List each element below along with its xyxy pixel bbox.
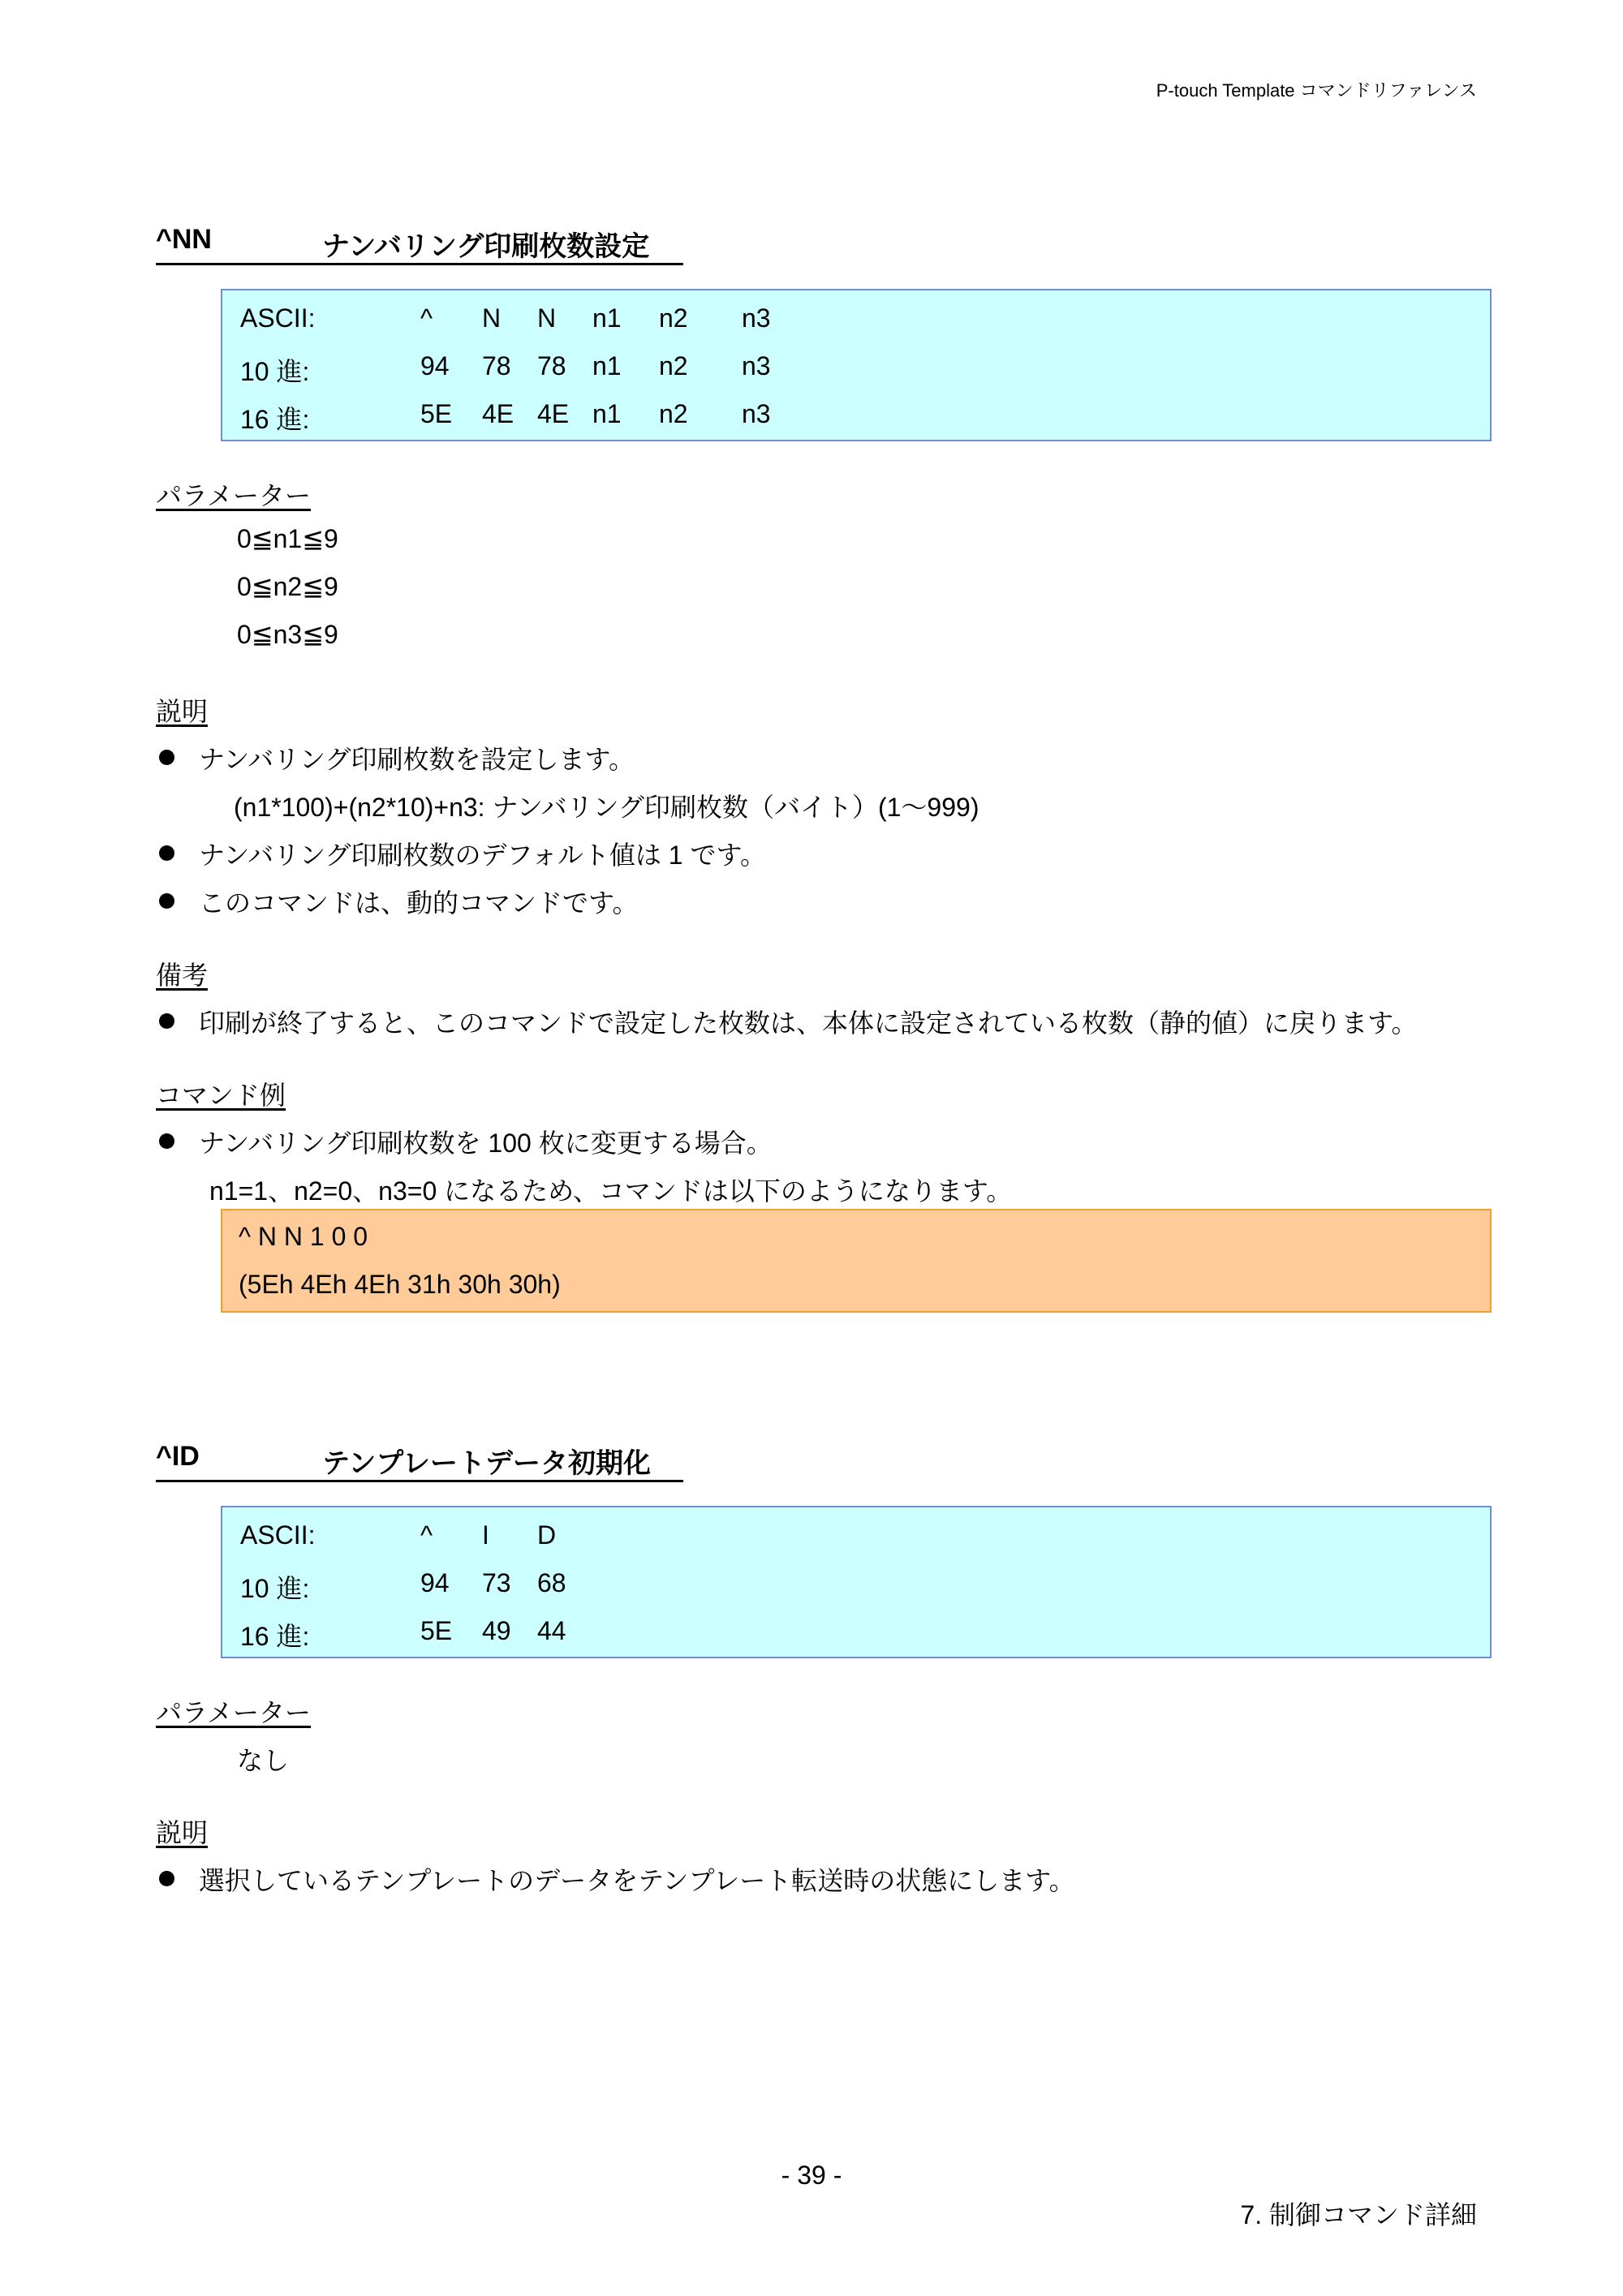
example-heading: コマンド例 xyxy=(156,1081,286,1110)
example-code: ^ N N 1 0 0 xyxy=(239,1222,368,1251)
note-heading: 備考 xyxy=(156,961,209,990)
command-code-box: ASCII: ^ I D 10 進: 94 73 68 16 進: 5E 49 44 xyxy=(221,1506,1492,1658)
command-name: テンプレートデータ初期化 xyxy=(322,1448,651,1479)
parameter-value: 0≦n1≦9 xyxy=(237,524,338,553)
section-title-id xyxy=(156,1441,683,1482)
command-code: ^NN xyxy=(156,224,212,255)
command-code-box: ASCII: ^ N N n1 n2 n3 10 進: 94 78 78 n1 n2 n3 16 進: 5E 4E 4E n1 n2 n3 xyxy=(221,289,1492,441)
parameter-heading: パラメーター xyxy=(156,1698,312,1727)
bullet-item: 選択しているテンプレートのデータをテンプレート転送時の状態にします。 xyxy=(159,1860,1075,1898)
bullet-item: 印刷が終了すると、このコマンドで設定した枚数は、本体に設定されている枚数（静的値）に戻ります。 xyxy=(159,1003,1417,1040)
bullet-icon xyxy=(159,750,174,765)
example-explanation: n1=1、n2=0、n3=0 になるため、コマンドは以下のようになります。 xyxy=(209,1176,1013,1206)
bullet-icon xyxy=(159,1871,174,1886)
command-name: ナンバリング印刷枚数設定 xyxy=(322,231,650,262)
page-header: P-touch Template コマンドリファレンス xyxy=(1156,80,1477,101)
description-heading: 説明 xyxy=(156,1818,209,1847)
formula-text: (n1*100)+(n2*10)+n3: ナンバリング印刷枚数（バイト）(1～999) xyxy=(234,793,979,822)
page-number: - 39 - xyxy=(781,2161,842,2190)
bullet-item: このコマンドは、動的コマンドです。 xyxy=(159,883,638,920)
description-heading: 説明 xyxy=(156,697,209,726)
bullet-icon xyxy=(159,1133,174,1149)
bullet-item: ナンバリング印刷枚数を設定します。 xyxy=(159,739,635,776)
bullet-item: ナンバリング印刷枚数のデフォルト値は 1 です。 xyxy=(159,835,766,872)
bullet-icon xyxy=(159,893,174,909)
bullet-icon xyxy=(159,845,174,861)
parameter-value: 0≦n3≦9 xyxy=(237,620,338,649)
section-title-nn xyxy=(156,224,683,265)
example-code-box xyxy=(221,1209,1492,1313)
parameter-heading: パラメーター xyxy=(156,481,312,510)
chapter-footer: 7. 制御コマンド詳細 xyxy=(1240,2200,1477,2229)
parameter-value: 0≦n2≦9 xyxy=(237,572,338,601)
bullet-item: ナンバリング印刷枚数を 100 枚に変更する場合。 xyxy=(159,1123,773,1160)
parameter-value: なし xyxy=(237,1746,290,1775)
command-code: ^ID xyxy=(156,1441,200,1472)
example-hex: (5Eh 4Eh 4Eh 31h 30h 30h) xyxy=(239,1270,561,1299)
bullet-icon xyxy=(159,1013,174,1029)
